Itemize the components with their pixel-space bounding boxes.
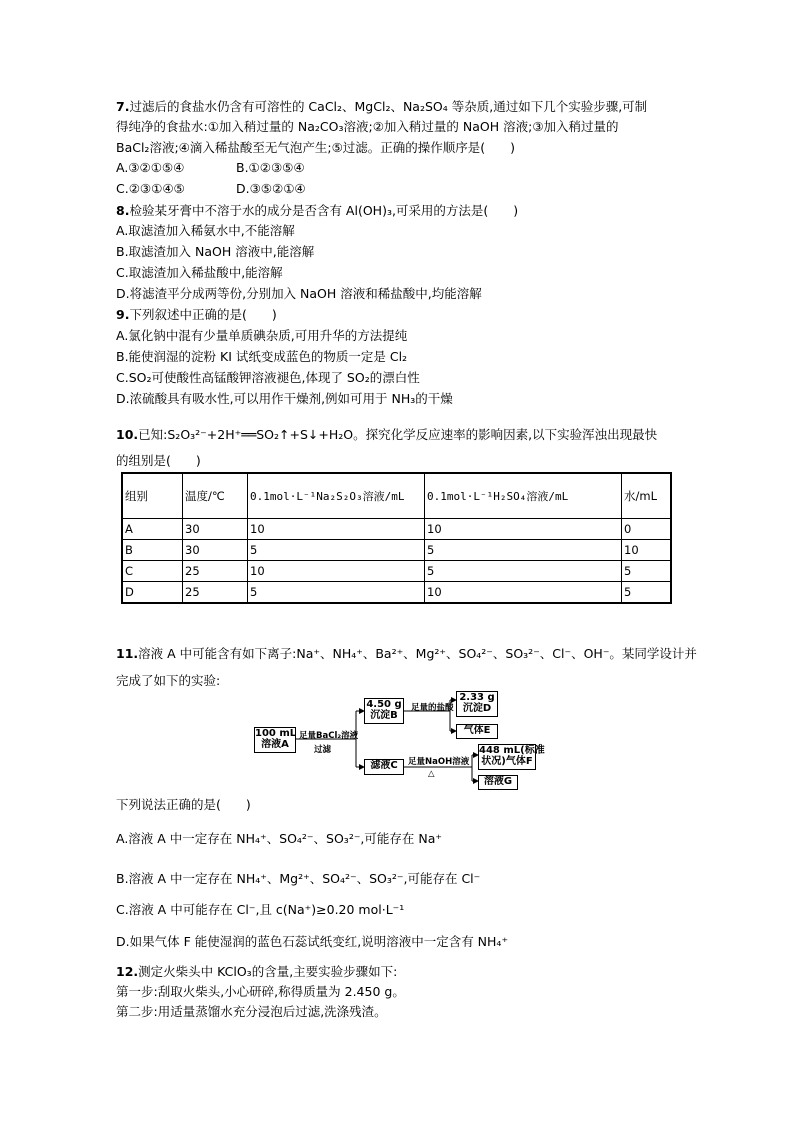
q11-number: 11. — [116, 646, 139, 661]
header-cell-na2s2o3: 0.1mol·L⁻¹Na₂S₂O₃溶液/mL — [248, 473, 425, 519]
table-cell: A — [122, 519, 183, 540]
q8-number: 8. — [116, 203, 130, 218]
q9-option-a: A.氯化钠中混有少量单质碘杂质,可用升华的方法提纯 — [116, 328, 408, 343]
q8-option-c: C.取滤渣加入稀盐酸中,能溶解 — [116, 265, 283, 280]
table-cell: 5 — [248, 540, 425, 561]
table-cell: 10 — [622, 540, 672, 561]
q7-option-c: C.②③①④⑤ — [116, 181, 185, 196]
table-cell: B — [122, 540, 183, 561]
header-cell-temperature: 温度/℃ — [183, 473, 248, 519]
table-cell: 30 — [183, 519, 248, 540]
q11-prompt: 下列说法正确的是( ) — [116, 797, 251, 812]
q7-number: 7. — [116, 99, 130, 114]
arrow-label-filter: 过滤 — [314, 745, 332, 755]
q8-option-a: A.取滤渣加入稀氨水中,不能溶解 — [116, 223, 295, 238]
box-gas-e: 气体E — [456, 724, 498, 739]
q8-text: 检验某牙膏中不溶于水的成分是否含有 Al(OH)₃,可采用的方法是( ) — [129, 203, 519, 218]
arrow-label-naoh: 足量NaOH溶液 — [408, 757, 470, 767]
table-cell: 25 — [183, 582, 248, 604]
table-header-row — [122, 473, 671, 519]
box-solution-g: 溶液G — [478, 775, 518, 790]
q8-option-b: B.取滤渣加入 NaOH 溶液中,能溶解 — [116, 244, 315, 259]
q11-stem-1 — [116, 645, 697, 663]
table-row — [122, 582, 671, 604]
q9-option-c: C.SO₂可使酸性高锰酸钾溶液褪色,体现了 SO₂的漂白性 — [116, 370, 420, 385]
q8-stem — [116, 202, 518, 220]
q9-text: 下列叙述中正确的是( ) — [129, 307, 277, 322]
arrow-label-bacl2: 足量BaCl₂溶液 — [299, 731, 359, 741]
table-cell: 30 — [183, 540, 248, 561]
table-cell: 10 — [425, 582, 622, 604]
q12-step-2: 第二步:用适量蒸馏水充分浸泡后过滤,洗涤残渣。 — [116, 1004, 387, 1019]
q7-text-1: 过滤后的食盐水仍含有可溶性的 CaCl₂、MgCl₂、Na₂SO₄ 等杂质,通过如下几个实验步骤,可制 — [129, 99, 648, 114]
table-cell: D — [122, 582, 183, 604]
box-precipitate-b: 4.50 g 沉淀B — [364, 698, 404, 724]
q11-flow-diagram — [254, 691, 545, 795]
box-filtrate-c: 滤液C — [364, 759, 404, 775]
table-cell: 0 — [622, 519, 672, 540]
box-solution-a: 100 mL 溶液A — [254, 727, 296, 753]
q12-step-1: 第一步:刮取火柴头,小心研碎,称得质量为 2.450 g。 — [116, 984, 405, 999]
table-cell: 10 — [248, 519, 425, 540]
table-cell: C — [122, 561, 183, 582]
header-cell-h2so4: 0.1mol·L⁻¹H₂SO₄溶液/mL — [425, 473, 622, 519]
q7-option-a: A.③②①⑤④ — [116, 160, 185, 175]
table-cell: 10 — [425, 519, 622, 540]
box-gas-f: 448 mL(标准 状况)气体F — [478, 744, 536, 770]
q11-option-b: B.溶液 A 中一定存在 NH₄⁺、Mg²⁺、SO₄²⁻、SO₃²⁻,可能存在 Cl⁻ — [116, 871, 481, 886]
q11-text-1: 溶液 A 中可能含有如下离子:Na⁺、NH₄⁺、Ba²⁺、Mg²⁺、SO₄²⁻、SO₃²⁻、Cl⁻、OH⁻。某同学设计并 — [138, 646, 697, 661]
q10-text-1: 已知:S₂O₃²⁻+2H⁺══SO₂↑+S↓+H₂O。探究化学反应速率的影响因素,以下实验浑浊出现最快 — [138, 427, 658, 442]
q7-option-b: B.①②③⑤④ — [236, 160, 305, 175]
q7-line3: BaCl₂溶液;④滴入稀盐酸至无气泡产生;⑤过滤。正确的操作顺序是( ) — [116, 140, 516, 155]
q8-option-d: D.将滤渣平分成两等份,分别加入 NaOH 溶液和稀盐酸中,均能溶解 — [116, 286, 482, 301]
table-cell: 5 — [425, 540, 622, 561]
q11-option-c: C.溶液 A 中可能存在 Cl⁻,且 c(Na⁺)≥0.20 mol·L⁻¹ — [116, 902, 405, 917]
header-cell-water: 水/mL — [622, 473, 672, 519]
table-cell: 5 — [248, 582, 425, 604]
table-row — [122, 540, 671, 561]
header-cell-group: 组别 — [122, 473, 183, 519]
table-cell: 5 — [622, 561, 672, 582]
q7-option-d: D.③⑤②①④ — [236, 181, 306, 196]
q12-stem — [116, 963, 397, 981]
q10-stem-1 — [116, 426, 657, 444]
q11-option-a: A.溶液 A 中一定存在 NH₄⁺、SO₄²⁻、SO₃²⁻,可能存在 Na⁺ — [116, 831, 442, 846]
q9-stem — [116, 306, 277, 324]
table-cell: 25 — [183, 561, 248, 582]
q7-line1 — [116, 98, 647, 116]
q12-text: 测定火柴头中 KClO₃的含量,主要实验步骤如下: — [138, 964, 398, 979]
q12-number: 12. — [116, 964, 139, 979]
arrow-label-hcl: 足量的盐酸 — [411, 703, 454, 713]
q11-option-d: D.如果气体 F 能使湿润的蓝色石蕊试纸变红,说明溶液中一定含有 NH₄⁺ — [116, 934, 509, 949]
q10-stem-2: 的组别是( ) — [116, 453, 201, 468]
table-cell: 5 — [425, 561, 622, 582]
table-row — [122, 561, 671, 582]
q9-option-b: B.能使润湿的淀粉 KI 试纸变成蓝色的物质一定是 Cl₂ — [116, 349, 408, 364]
q9-option-d: D.浓硫酸具有吸水性,可以用作干燥剂,例如可用于 NH₃的干燥 — [116, 391, 453, 406]
table-row — [122, 519, 671, 540]
table-cell: 10 — [248, 561, 425, 582]
q10-experiment-table — [121, 472, 672, 604]
arrow-label-heat: △ — [428, 769, 435, 779]
q7-line2: 得纯净的食盐水:①加入稍过量的 Na₂CO₃溶液;②加入稍过量的 NaOH 溶液;③加入稍过量的 — [116, 119, 619, 134]
box-precipitate-d: 2.33 g 沉淀D — [456, 691, 498, 717]
q9-number: 9. — [116, 307, 130, 322]
q10-number: 10. — [116, 427, 139, 442]
table-cell: 5 — [622, 582, 672, 604]
q11-stem-2: 完成了如下的实验: — [116, 673, 221, 688]
